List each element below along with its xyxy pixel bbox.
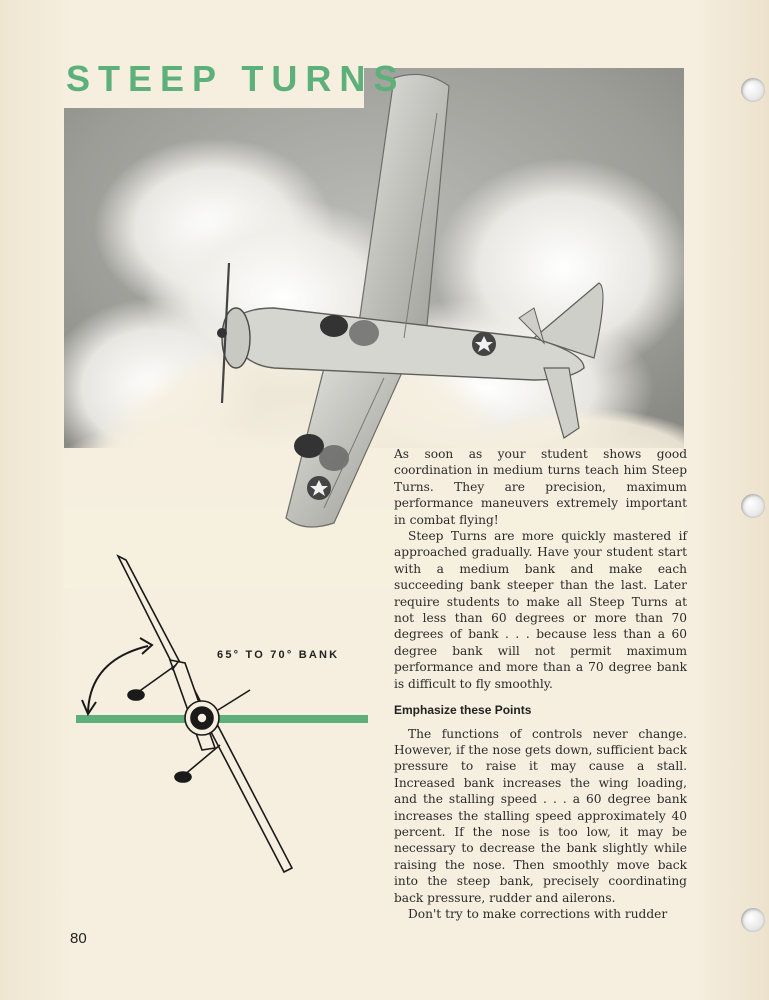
binder-hole-bottom	[741, 908, 765, 932]
paragraph-gradual: Steep Turns are more quickly mastered if approached gradually. Have your student start with a medium bank and make each succeeding bank steeper than the last. Later require students to make all Steep Turns at not less than 60 degrees or more than 70 degrees of bank . . . because less than a 60 degree bank will not permit maximum performance and more than a 70 degree bank is difficult to fly smoothly.	[394, 529, 687, 691]
page-number: 80	[70, 930, 87, 947]
horizon-line	[76, 715, 368, 723]
binder-hole-top	[741, 78, 765, 102]
body-text-column	[394, 446, 687, 922]
paragraph-controls: The functions of controls never change. However, if the nose gets down, sufficient back pressure to raise it may cause a stall. Increased bank increases the wing loading, and the stalling speed . . . a 60 degree bank increases the stalling speed approximately 40 percent. If the nose is too low, it may be necessary to decrease the bank slightly while raising the nose. Then smoothly move back into the steep bank, precisely coordinating back pressure, rudder and ailerons.	[394, 726, 687, 905]
binder-hole-middle	[741, 494, 765, 518]
paragraph-intro: As soon as your student shows good coordination in medium turns teach him Steep Turns. They are precision, maximum performance maneuvers extremely important in combat flying!	[394, 447, 687, 527]
banked-aircraft-icon	[118, 556, 292, 872]
bank-angle-label: 65° TO 70° BANK	[217, 649, 340, 661]
bank-angle-diagram	[70, 550, 380, 880]
page-title: STEEP TURNS	[66, 58, 406, 99]
bank-angle-arc	[88, 646, 148, 712]
paragraph-rudder: Don't try to make corrections with rudder	[408, 906, 668, 921]
section-heading: Emphasize these Points	[394, 703, 532, 718]
